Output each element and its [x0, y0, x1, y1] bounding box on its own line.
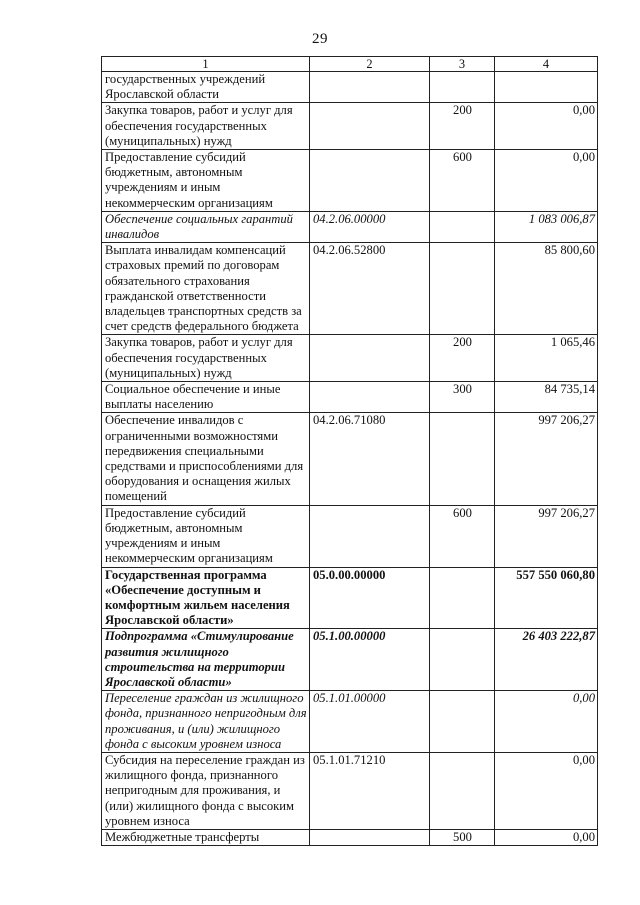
row-name: Обеспечение инвалидов с ограниченными возможностями передвижения специальными средствами и приспособлениями для оборудования и оснащения жилых помещений	[102, 413, 310, 505]
row-code	[310, 335, 430, 382]
table-row	[102, 150, 598, 212]
row-amount: 997 206,27	[495, 505, 598, 567]
row-name: Субсидия на переселение граждан из жилищного фонда, признанного непригодным для проживания, и (или) жилищного фонда с высоким уровнем износа	[102, 752, 310, 829]
header-col-4: 4	[495, 57, 598, 72]
row-name: Предоставление субсидий бюджетным, автономным учреждениям и иным некоммерческим организациям	[102, 505, 310, 567]
row-type: 200	[430, 103, 495, 150]
table-row	[102, 752, 598, 829]
budget-table	[101, 56, 598, 846]
header-col-3: 3	[430, 57, 495, 72]
row-name: Закупка товаров, работ и услуг для обеспечения государственных (муниципальных) нужд	[102, 103, 310, 150]
row-name: Подпрограмма «Стимулирование развития жилищного строительства на территории Ярославской области»	[102, 629, 310, 691]
row-code: 04.2.06.52800	[310, 243, 430, 335]
row-code	[310, 103, 430, 150]
row-code	[310, 505, 430, 567]
row-code: 04.2.06.00000	[310, 211, 430, 242]
row-amount: 84 735,14	[495, 382, 598, 413]
table-row	[102, 629, 598, 691]
row-code: 05.1.00.00000	[310, 629, 430, 691]
row-type	[430, 211, 495, 242]
table-row	[102, 829, 598, 845]
row-type	[430, 413, 495, 505]
row-code: 05.1.01.00000	[310, 691, 430, 753]
row-type	[430, 691, 495, 753]
table-row	[102, 335, 598, 382]
row-amount: 0,00	[495, 150, 598, 212]
table-header-row	[102, 57, 598, 72]
row-code	[310, 829, 430, 845]
row-type: 200	[430, 335, 495, 382]
table-row	[102, 691, 598, 753]
row-name: государственных учреждений Ярославской области	[102, 72, 310, 103]
table-row	[102, 567, 598, 629]
row-name: Переселение граждан из жилищного фонда, признанного непригодным для проживания, и (или) жилищного фонда с высоким уровнем износа	[102, 691, 310, 753]
header-col-1: 1	[102, 57, 310, 72]
row-amount: 557 550 060,80	[495, 567, 598, 629]
row-code	[310, 382, 430, 413]
row-type	[430, 629, 495, 691]
row-code	[310, 150, 430, 212]
table-row	[102, 382, 598, 413]
row-amount: 1 065,46	[495, 335, 598, 382]
row-type: 600	[430, 150, 495, 212]
row-type	[430, 72, 495, 103]
row-type	[430, 243, 495, 335]
row-name: Закупка товаров, работ и услуг для обеспечения государственных (муниципальных) нужд	[102, 335, 310, 382]
row-amount: 0,00	[495, 103, 598, 150]
row-amount: 0,00	[495, 829, 598, 845]
row-type: 600	[430, 505, 495, 567]
table-row	[102, 413, 598, 505]
row-type: 500	[430, 829, 495, 845]
row-type: 300	[430, 382, 495, 413]
table-row	[102, 505, 598, 567]
table-row	[102, 72, 598, 103]
row-name: Социальное обеспечение и иные выплаты населению	[102, 382, 310, 413]
row-amount: 0,00	[495, 691, 598, 753]
page-number: 29	[312, 31, 328, 47]
row-amount: 26 403 222,87	[495, 629, 598, 691]
row-code	[310, 72, 430, 103]
row-code: 04.2.06.71080	[310, 413, 430, 505]
row-name: Государственная программа «Обеспечение доступным и комфортным жильем населения Ярославской области»	[102, 567, 310, 629]
row-amount: 997 206,27	[495, 413, 598, 505]
row-name: Предоставление субсидий бюджетным, автономным учреждениям и иным некоммерческим организациям	[102, 150, 310, 212]
row-amount	[495, 72, 598, 103]
row-amount: 1 083 006,87	[495, 211, 598, 242]
row-name: Обеспечение социальных гарантий инвалидов	[102, 211, 310, 242]
table-row	[102, 103, 598, 150]
table-row	[102, 243, 598, 335]
header-col-2: 2	[310, 57, 430, 72]
row-name: Межбюджетные трансферты	[102, 829, 310, 845]
row-code: 05.0.00.00000	[310, 567, 430, 629]
row-code: 05.1.01.71210	[310, 752, 430, 829]
row-type	[430, 752, 495, 829]
row-type	[430, 567, 495, 629]
row-amount: 0,00	[495, 752, 598, 829]
row-amount: 85 800,60	[495, 243, 598, 335]
row-name: Выплата инвалидам компенсаций страховых премий по договорам обязательного страхования гражданской ответственности владельцев транспортных средств за счет средств федерального бюджета	[102, 243, 310, 335]
table-row	[102, 211, 598, 242]
